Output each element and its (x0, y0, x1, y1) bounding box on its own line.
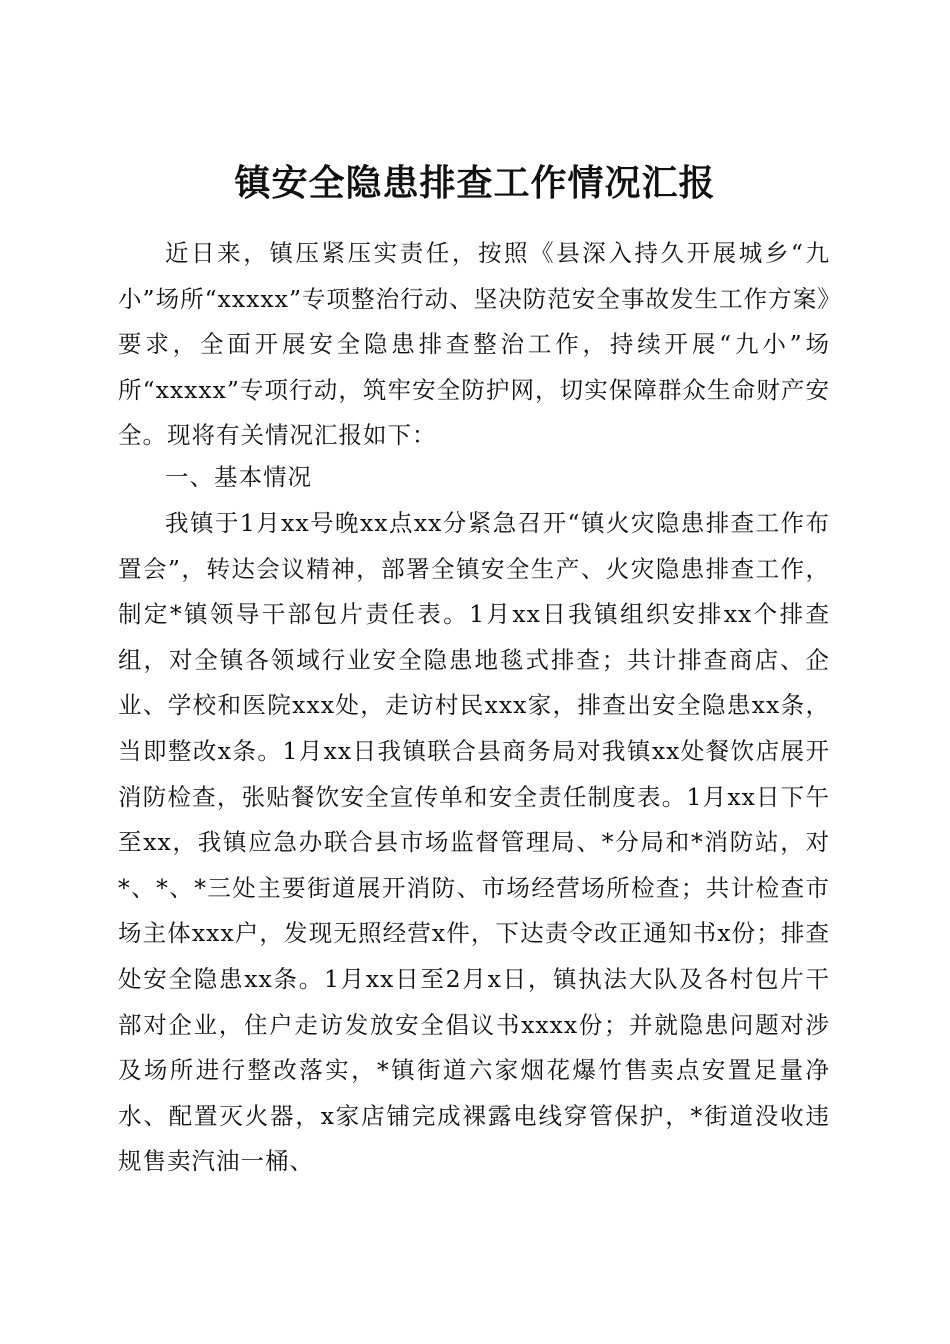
section-heading: 一、基本情况 (165, 463, 312, 491)
intro-paragraph: 近日来，镇压紧压实责任，按照《县深入持久开展城乡“九小”场所“xxxxx”专项整治行动、坚决防范安全事故发生工作方案》要求，全面开展安全隐患排查整治工作，持续开展“九小”场所“xxxxx”专项行动，筑牢安全防护网，切实保障群众生命财产安全。现将有关情况汇报如下： (118, 239, 830, 450)
section-paragraph: 我镇于1月xx号晚xx点xx分紧急召开“镇火灾隐患排查工作布置会”，转达会议精神，部署全镇安全生产、火灾隐患排查工作，制定*镇领导干部包片责任表。1月xx日我镇组织安排xx个排查组，对全镇各领域行业安全隐患地毯式排查；共计排查商店、企业、学校和医院xxx处，走访村民xxx家，排查出安全隐患xx条，当即整改x条。1月xx日我镇联合县商务局对我镇xx处餐饮店展开消防检查，张贴餐饮安全宣传单和安全责任制度表。1月xx日下午至xx，我镇应急办联合县市场监督管理局、*分局和*消防站，对*、*、*三处主要街道展开消防、市场经营场所检查；共计检查市场主体xxx户，发现无照经营x件，下达责令改正通知书x份；排查处安全隐患xx条。1月xx日至2月x日，镇执法大队及各村包片干部对企业，住户走访发放安全倡议书xxxx份；并就隐患问题对涉及场所进行整改落实，*镇街道六家烟花爆竹售卖点安置足量净水、配置灭火器，x家店铺完成裸露电线穿管保护，*街道没收违规售卖汽油一桶、 (118, 509, 830, 1176)
document-title: 镇安全隐患排查工作情况汇报 (234, 162, 716, 205)
